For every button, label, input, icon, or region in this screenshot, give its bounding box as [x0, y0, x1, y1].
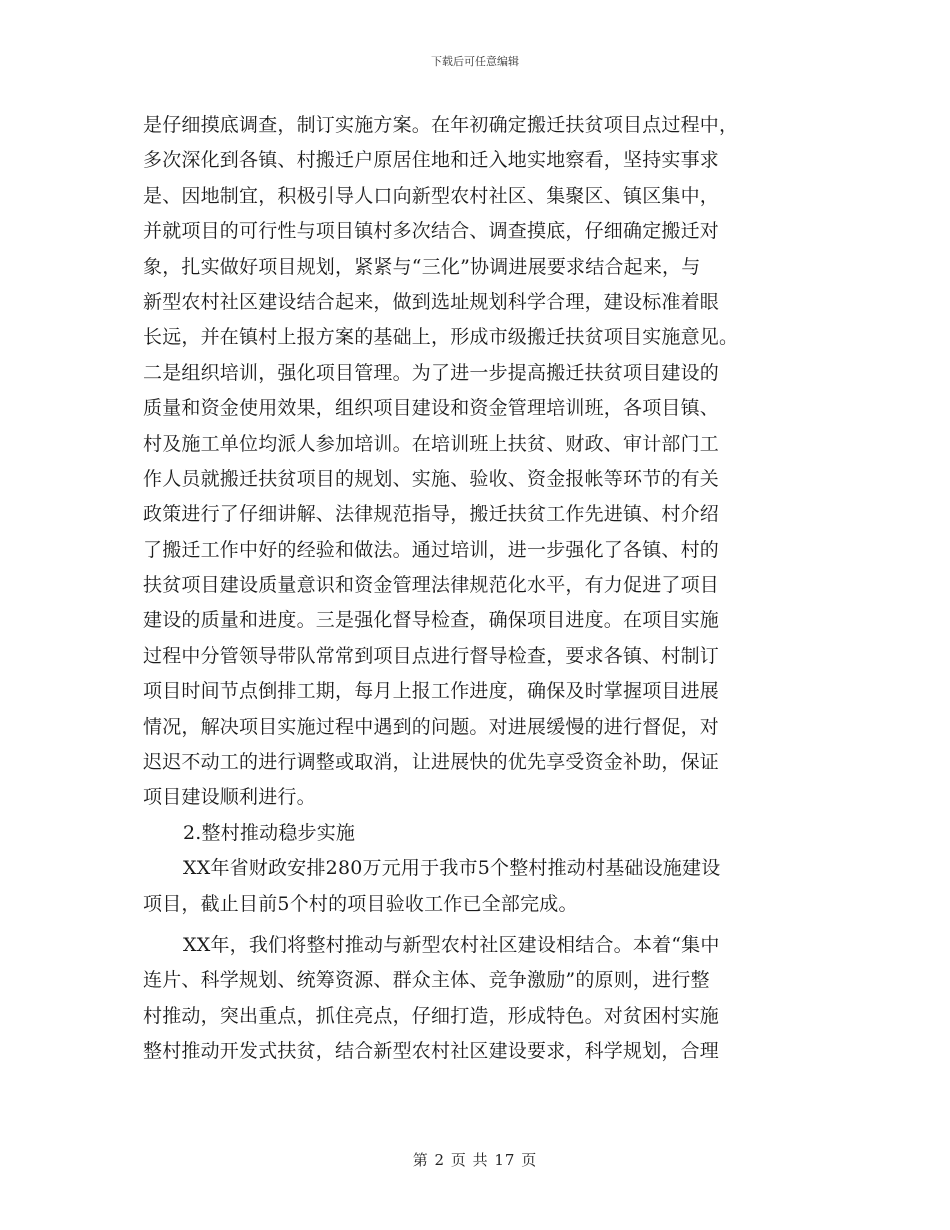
section-heading: 2.整村推动稳步实施 — [183, 821, 356, 844]
body-line: 是、因地制宜，积极引导人口向新型农村社区、集聚区、镇区集中， — [143, 184, 720, 207]
body-line: 质量和资金使用效果，组织项目建设和资金管理培训班，各项目镇、 — [143, 397, 720, 420]
body-line: 过程中分管领导带队常常到项目点进行督导检查，要求各镇、村制订 — [143, 644, 720, 667]
body-line: 项目时间节点倒排工期，每月上报工作进度，确保及时掌握项目进展 — [143, 680, 720, 703]
body-line: 长远，并在镇村上报方案的基础上，形成市级搬迁扶贫项目实施意见。 — [143, 326, 739, 349]
page-header: 下载后可任意编辑 — [431, 55, 519, 68]
body-line: 项目建设顺利进行。 — [143, 786, 316, 809]
body-line: 情况，解决项目实施过程中遇到的问题。对进展缓慢的进行督促，对 — [143, 715, 720, 738]
body-line: 建设的质量和进度。三是强化督导检查，确保项目进度。在项目实施 — [143, 609, 720, 632]
page-footer: 第 2 页 共 17 页 — [412, 1151, 538, 1169]
document-body — [143, 108, 807, 1070]
body-line: 了搬迁工作中好的经验和做法。通过培训，进一步强化了各镇、村的 — [143, 538, 720, 561]
body-line: 扶贫项目建设质量意识和资金管理法律规范化水平，有力促进了项目 — [143, 574, 720, 597]
body-line: 二是组织培训，强化项目管理。为了进一步提高搬迁扶贫项目建设的 — [143, 361, 720, 384]
body-line: 迟迟不动工的进行调整或取消，让进展快的优先享受资金补助，保证 — [143, 751, 720, 774]
body-line: XX年省财政安排280万元用于我市5个整村推动村基础设施建设 — [183, 857, 721, 880]
body-line: 多次深化到各镇、村搬迁户原居住地和迁入地实地察看，坚持实事求 — [143, 149, 720, 172]
body-line: 村推动，突出重点，抓住亮点，仔细打造，形成特色。对贫困村实施 — [143, 1004, 720, 1027]
body-line: 项目，截止目前5个村的项目验收工作已全部完成。 — [143, 892, 578, 915]
body-line: 整村推动开发式扶贫，结合新型农村社区建设要求，科学规划，合理 — [143, 1040, 720, 1063]
body-line: 象，扎实做好项目规划，紧紧与“三化”协调进展要求结合起来，与 — [143, 255, 701, 278]
body-line: 村及施工单位均派人参加培训。在培训班上扶贫、财政、审计部门工 — [143, 432, 720, 455]
body-line: 新型农村社区建设结合起来，做到选址规划科学合理，建设标准着眼 — [143, 290, 720, 313]
body-line: 并就项目的可行性与项目镇村多次结合、调查摸底，仔细确定搬迁对 — [143, 220, 720, 243]
body-line: 连片、科学规划、统筹资源、群众主体、竞争激励”的原则，进行整 — [143, 969, 710, 992]
body-line: 是仔细摸底调查，制订实施方案。在年初确定搬迁扶贫项目点过程中， — [143, 114, 739, 136]
body-line: 作人员就搬迁扶贫项目的规划、实施、验收、资金报帐等环节的有关 — [143, 467, 720, 490]
body-line: 政策进行了仔细讲解、法律规范指导，搬迁扶贫工作先进镇、村介绍 — [143, 503, 720, 526]
body-line: XX年，我们将整村推动与新型农村社区建设相结合。本着“集中 — [183, 933, 720, 956]
